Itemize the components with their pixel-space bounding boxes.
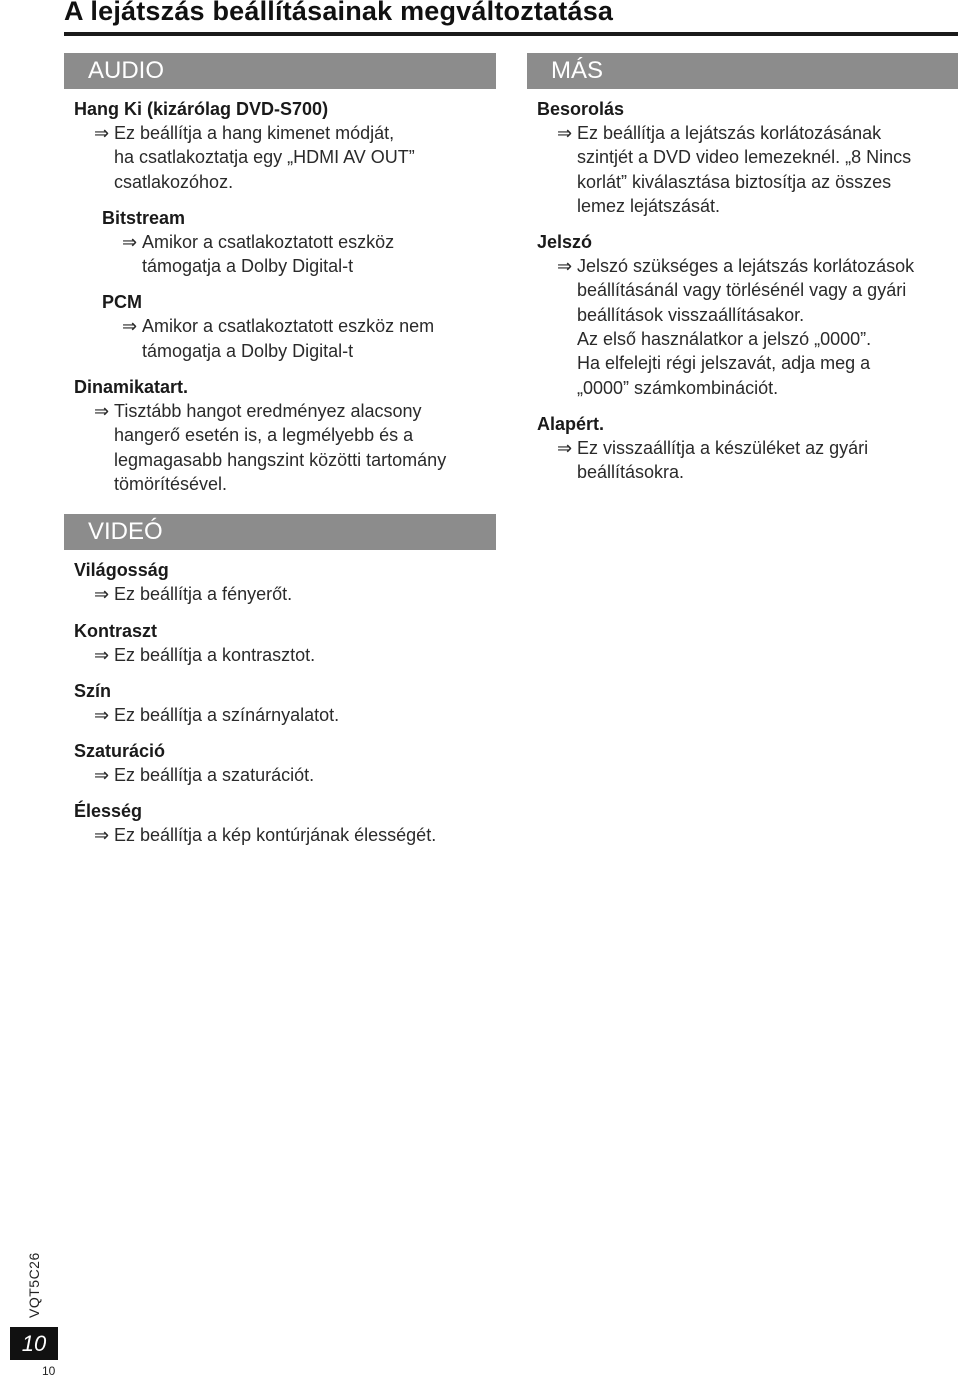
besorolas-desc	[537, 121, 958, 218]
desc-line: tömörítésével.	[114, 473, 228, 494]
szin-desc	[74, 703, 496, 727]
video-section-body	[64, 550, 496, 847]
title-rule	[64, 32, 958, 36]
desc-line: beállításánál vagy törlésénél vagy a gyári	[577, 280, 907, 301]
pcm-desc	[74, 314, 496, 363]
mas-section-header: MÁS	[527, 53, 958, 89]
kontraszt-desc	[74, 643, 496, 667]
hang-ki-title: Hang Ki (kizárólag DVD-S700)	[74, 99, 329, 119]
elesseg-title: Élesség	[74, 801, 143, 822]
page-number-small: 10	[42, 1364, 56, 1378]
desc-line: szintjét a DVD video lemezeknél. „8 Nincs	[577, 147, 912, 168]
szin-title: Szín	[74, 680, 112, 701]
audio-section-body	[64, 89, 496, 496]
document-code: VQT5C26	[26, 1252, 42, 1318]
desc-line: támogatja a Dolby Digital-t	[142, 340, 354, 361]
arrow-icon: ⇒	[557, 437, 573, 458]
arrow-icon: ⇒	[94, 401, 110, 422]
desc-line: Ez beállítja a hang kimenet módját,	[114, 123, 395, 143]
bitstream-desc	[74, 230, 496, 279]
bitstream-title: Bitstream	[102, 207, 186, 228]
dinamikatart-title: Dinamikatart.	[74, 377, 189, 398]
desc-line: korlát” kiválasztása biztosítja az összes	[577, 171, 892, 192]
desc-line: hangerő esetén is, a legmélyebb és a	[114, 425, 414, 446]
desc-line: Jelszó szükséges a lejátszás korlátozások	[577, 256, 915, 277]
left-column	[64, 53, 496, 848]
arrow-icon: ⇒	[94, 825, 110, 846]
desc-line: Ez beállítja a szaturációt.	[114, 765, 315, 786]
desc-line: Ez beállítja a kép kontúrjának élességét.	[114, 825, 437, 846]
arrow-icon: ⇒	[122, 316, 138, 337]
alapert-desc	[537, 436, 958, 485]
desc-line: Ez visszaállítja a készüléket az gyári	[577, 437, 869, 458]
desc-line: Ez beállítja a színárnyalatot.	[114, 704, 340, 725]
arrow-icon: ⇒	[122, 231, 138, 252]
desc-line: Amikor a csatlakoztatott eszköz nem	[142, 316, 435, 337]
jelszo-desc	[537, 254, 958, 400]
arrow-icon: ⇒	[94, 123, 110, 143]
arrow-icon: ⇒	[94, 704, 110, 725]
arrow-icon: ⇒	[94, 584, 110, 605]
vilagossag-desc	[74, 582, 496, 606]
desc-line: beállítások visszaállításakor.	[577, 304, 805, 325]
desc-line: „0000” számkombinációt.	[577, 377, 779, 398]
dinamikatart-desc	[74, 399, 496, 496]
desc-line: lemez lejátszását.	[577, 195, 721, 216]
kontraszt-title: Kontraszt	[74, 620, 158, 641]
elesseg-desc	[74, 823, 496, 847]
page-title: A lejátszás beállításainak megváltoztatása	[64, 0, 614, 26]
jelszo-title: Jelszó	[537, 232, 593, 253]
desc-line: Ez beállítja a kontrasztot.	[114, 644, 316, 665]
desc-line: Amikor a csatlakoztatott eszköz	[142, 231, 395, 252]
desc-line: Ez beállítja a lejátszás korlátozásának	[577, 123, 882, 143]
pcm-title: PCM	[102, 292, 142, 313]
besorolas-title: Besorolás	[537, 99, 625, 119]
alapert-title: Alapért.	[537, 413, 605, 434]
desc-line: támogatja a Dolby Digital-t	[142, 256, 354, 277]
hang-ki-desc	[74, 121, 496, 194]
arrow-icon: ⇒	[557, 256, 573, 277]
arrow-icon: ⇒	[557, 123, 573, 143]
desc-line: beállításokra.	[577, 462, 685, 483]
right-column	[527, 53, 958, 485]
arrow-icon: ⇒	[94, 644, 110, 665]
video-section-header: VIDEÓ	[64, 514, 496, 550]
page-number-badge: 10	[10, 1327, 58, 1360]
desc-line: Ha elfelejti régi jelszavát, adja meg a	[577, 353, 871, 374]
desc-line: legmagasabb hangszint közötti tartomány	[114, 449, 447, 470]
desc-line: csatlakozóhoz.	[114, 171, 234, 192]
audio-section-header: AUDIO	[64, 53, 496, 89]
desc-line: Tisztább hangot eredményez alacsony	[114, 401, 422, 422]
szaturacio-title: Szaturáció	[74, 741, 166, 762]
vilagossag-title: Világosság	[74, 560, 169, 581]
szaturacio-desc	[74, 763, 496, 787]
arrow-icon: ⇒	[94, 765, 110, 786]
desc-line: Ez beállítja a fényerőt.	[114, 584, 293, 605]
desc-line: ha csatlakoztatja egy „HDMI AV OUT”	[114, 147, 415, 168]
desc-line: Az első használatkor a jelszó „0000”.	[577, 329, 872, 350]
mas-section-body	[527, 89, 958, 485]
